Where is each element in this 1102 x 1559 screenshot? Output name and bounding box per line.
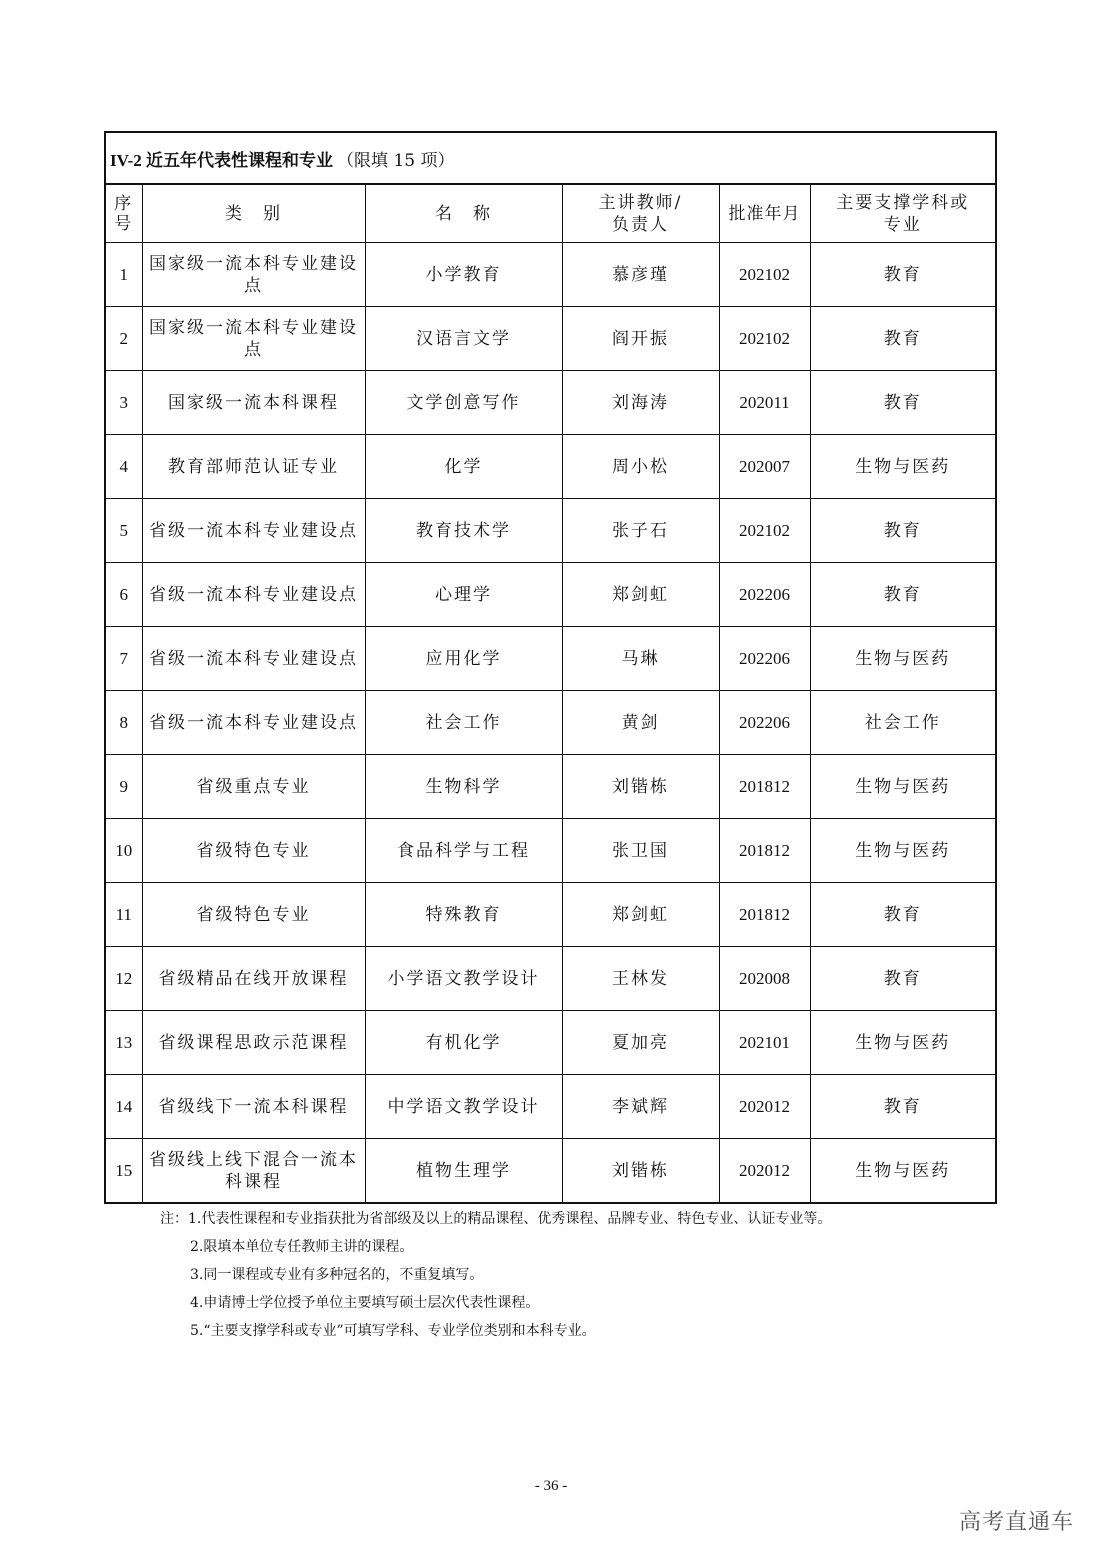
row-name: 心理学	[365, 563, 562, 627]
watermark-text: 高考直通车	[958, 1510, 1074, 1535]
table-row	[106, 819, 995, 883]
row-support: 社会工作	[810, 691, 995, 755]
row-teacher: 慕彦瑾	[562, 243, 719, 307]
table-row	[106, 691, 995, 755]
row-category: 国家级一流本科专业建设点	[142, 307, 365, 371]
row-name: 小学语文教学设计	[365, 947, 562, 1011]
row-category: 省级精品在线开放课程	[142, 947, 365, 1011]
row-name: 食品科学与工程	[365, 819, 562, 883]
course-table	[106, 185, 995, 1202]
row-date: 202012	[719, 1075, 810, 1139]
row-support: 教育	[810, 499, 995, 563]
row-support: 生物与医药	[810, 755, 995, 819]
row-category: 省级特色专业	[142, 819, 365, 883]
row-date: 202011	[719, 371, 810, 435]
header-category: 类 别	[142, 185, 365, 243]
row-support: 教育	[810, 307, 995, 371]
row-name: 应用化学	[365, 627, 562, 691]
table-body	[106, 243, 995, 1203]
row-category: 省级一流本科专业建设点	[142, 627, 365, 691]
table-row	[106, 755, 995, 819]
row-name: 教育技术学	[365, 499, 562, 563]
row-seq: 6	[106, 563, 142, 627]
row-category: 国家级一流本科专业建设点	[142, 243, 365, 307]
row-teacher: 阎开振	[562, 307, 719, 371]
section-code-title: IV-2 近五年代表性课程和专业	[110, 150, 334, 170]
row-category: 省级特色专业	[142, 883, 365, 947]
row-support: 生物与医药	[810, 627, 995, 691]
row-name: 汉语言文学	[365, 307, 562, 371]
table-row	[106, 499, 995, 563]
row-support: 教育	[810, 371, 995, 435]
row-seq: 7	[106, 627, 142, 691]
table-row	[106, 627, 995, 691]
row-seq: 13	[106, 1011, 142, 1075]
row-teacher: 刘锴栋	[562, 1139, 719, 1203]
header-teacher: 主讲教师/负责人	[562, 185, 719, 243]
note-1: 注：1.代表性课程和专业指获批为省部级及以上的精品课程、优秀课程、品牌专业、特色专业、认证专业等。	[160, 1211, 832, 1227]
row-teacher: 王林发	[562, 947, 719, 1011]
row-support: 生物与医药	[810, 1139, 995, 1203]
row-date: 202206	[719, 563, 810, 627]
row-date: 202012	[719, 1139, 810, 1203]
row-seq: 9	[106, 755, 142, 819]
row-teacher: 周小松	[562, 435, 719, 499]
row-seq: 2	[106, 307, 142, 371]
row-support: 教育	[810, 1075, 995, 1139]
row-date: 202206	[719, 627, 810, 691]
row-seq: 3	[106, 371, 142, 435]
row-category: 省级线上线下混合一流本科课程	[142, 1139, 365, 1203]
row-teacher: 刘锴栋	[562, 755, 719, 819]
table-row	[106, 1075, 995, 1139]
row-date: 202008	[719, 947, 810, 1011]
row-teacher: 郑剑虹	[562, 563, 719, 627]
row-name: 特殊教育	[365, 883, 562, 947]
note-3: 3.同一课程或专业有多种冠名的，不重复填写。	[190, 1267, 484, 1283]
row-teacher: 夏加亮	[562, 1011, 719, 1075]
row-teacher: 张子石	[562, 499, 719, 563]
row-date: 202102	[719, 307, 810, 371]
table-row	[106, 1139, 995, 1203]
table-row	[106, 243, 995, 307]
row-support: 教育	[810, 243, 995, 307]
row-support: 生物与医药	[810, 435, 995, 499]
row-seq: 15	[106, 1139, 142, 1203]
row-category: 省级一流本科专业建设点	[142, 499, 365, 563]
row-name: 文学创意写作	[365, 371, 562, 435]
table-row	[106, 947, 995, 1011]
row-date: 202007	[719, 435, 810, 499]
row-category: 省级一流本科专业建设点	[142, 563, 365, 627]
row-name: 植物生理学	[365, 1139, 562, 1203]
row-seq: 10	[106, 819, 142, 883]
row-category: 省级线下一流本科课程	[142, 1075, 365, 1139]
row-teacher: 李斌辉	[562, 1075, 719, 1139]
table-row	[106, 563, 995, 627]
row-name: 有机化学	[365, 1011, 562, 1075]
row-support: 教育	[810, 563, 995, 627]
row-name: 小学教育	[365, 243, 562, 307]
row-support: 生物与医药	[810, 819, 995, 883]
table-row	[106, 883, 995, 947]
row-date: 202206	[719, 691, 810, 755]
row-seq: 11	[106, 883, 142, 947]
row-teacher: 马琳	[562, 627, 719, 691]
row-category: 教育部师范认证专业	[142, 435, 365, 499]
table-row	[106, 1011, 995, 1075]
row-seq: 5	[106, 499, 142, 563]
row-seq: 14	[106, 1075, 142, 1139]
row-date: 202102	[719, 499, 810, 563]
row-teacher: 张卫国	[562, 819, 719, 883]
row-category: 国家级一流本科课程	[142, 371, 365, 435]
table-row	[106, 371, 995, 435]
row-category: 省级一流本科专业建设点	[142, 691, 365, 755]
section-title	[106, 133, 995, 185]
row-support: 教育	[810, 947, 995, 1011]
header-seq: 序号	[106, 185, 142, 243]
row-teacher: 郑剑虹	[562, 883, 719, 947]
row-category: 省级重点专业	[142, 755, 365, 819]
row-seq: 4	[106, 435, 142, 499]
note-5: 5.“主要支撑学科或专业”可填写学科、专业学位类别和本科专业。	[190, 1323, 596, 1339]
note-4: 4.申请博士学位授予单位主要填写硕士层次代表性课程。	[190, 1295, 540, 1311]
row-date: 201812	[719, 755, 810, 819]
row-support: 教育	[810, 883, 995, 947]
course-table-frame	[104, 131, 997, 1204]
header-row	[106, 185, 995, 243]
row-name: 生物科学	[365, 755, 562, 819]
row-teacher: 黄剑	[562, 691, 719, 755]
note-2: 2.限填本单位专任教师主讲的课程。	[190, 1239, 414, 1255]
row-teacher: 刘海涛	[562, 371, 719, 435]
row-support: 生物与医药	[810, 1011, 995, 1075]
row-seq: 8	[106, 691, 142, 755]
notes	[160, 1205, 831, 1345]
section-limit-note: （限填 15 项）	[337, 150, 455, 171]
page-number: - 36 -	[534, 1478, 568, 1494]
header-name: 名 称	[365, 185, 562, 243]
row-seq: 1	[106, 243, 142, 307]
row-date: 201812	[719, 819, 810, 883]
row-category: 省级课程思政示范课程	[142, 1011, 365, 1075]
row-date: 202101	[719, 1011, 810, 1075]
row-date: 202102	[719, 243, 810, 307]
row-date: 201812	[719, 883, 810, 947]
row-seq: 12	[106, 947, 142, 1011]
table-row	[106, 435, 995, 499]
table-row	[106, 307, 995, 371]
row-name: 中学语文教学设计	[365, 1075, 562, 1139]
row-name: 社会工作	[365, 691, 562, 755]
row-name: 化学	[365, 435, 562, 499]
header-date: 批准年月	[719, 185, 810, 243]
header-support: 主要支撑学科或专业	[810, 185, 995, 243]
